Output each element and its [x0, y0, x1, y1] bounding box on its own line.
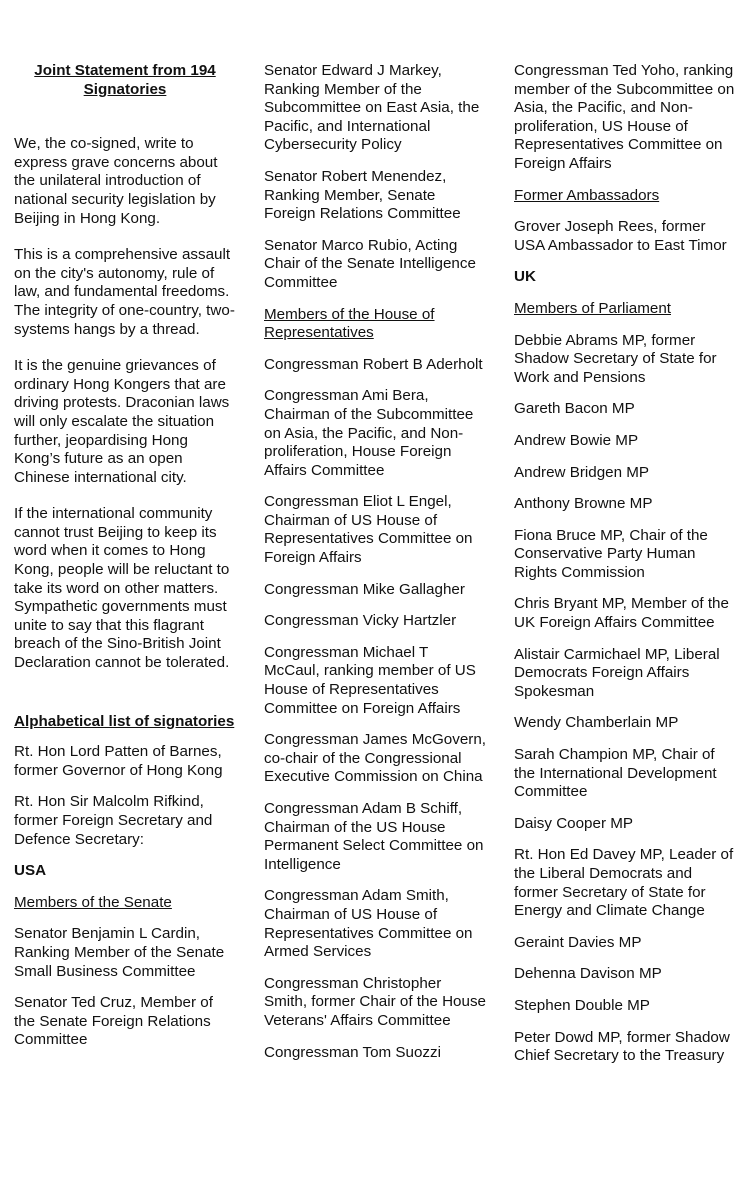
signatory-entry: Alistair Carmichael MP, Liberal Democrats Foreign Affairs Spokesman [514, 645, 720, 700]
statement-paragraph: It is the genuine grievances of ordinary Hong Kongers that are driving protests. Draconian laws will only escalate the situation further, jeopardising Hong Kong’s future as an open Chinese international city. [14, 357, 230, 486]
country-heading-uk: UK [514, 268, 536, 286]
signatory-entry: Sarah Champion MP, Chair of the International Development Committee [514, 746, 717, 801]
signatory-entry: Andrew Bowie MP [514, 431, 639, 449]
column-right [514, 62, 736, 1079]
signatory-entry: Senator Marco Rubio, Acting Chair of the Senate Intelligence Committee [264, 236, 476, 291]
signatory-entry: Daisy Cooper MP [514, 814, 634, 832]
signatory-entry: Geraint Davies MP [514, 933, 642, 951]
signatory-entry: Congressman Adam B Schiff, Chairman of the US House Permanent Select Committee on Intelligence [264, 800, 484, 873]
statement-paragraph: We, the co-signed, write to express grave concerns about the unilateral introduction of national security legislation by Beijing in Hong Kong. [14, 135, 218, 227]
signatory-entry: Congressman Christopher Smith, former Chair of the House Veterans' Affairs Committee [264, 974, 486, 1029]
signatory-entry: Anthony Browne MP [514, 495, 653, 513]
signatory-entry: Senator Benjamin L Cardin, Ranking Member of the Senate Small Business Committee [14, 925, 225, 980]
signatory-entry: Rt. Hon Lord Patten of Barnes, former Governor of Hong Kong [14, 743, 223, 779]
signatory-entry: Congressman Adam Smith, Chairman of US House of Representatives Committee on Armed Services [264, 887, 473, 961]
signatory-entry: Andrew Bridgen MP [514, 463, 650, 481]
country-heading-usa: USA [14, 862, 47, 880]
signatory-entry: Congressman Eliot L Engel, Chairman of US House of Representatives Committee on Foreign Affairs [264, 493, 473, 567]
signatory-entry: Gareth Bacon MP [514, 400, 635, 418]
signatory-entry: Senator Ted Cruz, Member of the Senate Foreign Relations Committee [14, 994, 213, 1049]
ambassadors-heading: Former Ambassadors [514, 186, 660, 204]
signatory-entry: Congressman Michael T McCaul, ranking member of US House of Representatives Committee on Foreign Affairs [264, 643, 476, 717]
signatory-entry: Chris Bryant MP, Member of the UK Foreign Affairs Committee [514, 595, 729, 632]
statement-paragraph: If the international community cannot trust Beijing to keep its word when it comes to Hong Kong, people will be reluctant to take its word on other matters. Sympathetic governments must unite to say that this flagrant breach of the Sino-British Joint Declaration cannot be tolerated. [14, 505, 230, 672]
signatory-entry: Congressman Robert B Aderholt [264, 355, 483, 373]
statement-paragraph: This is a comprehensive assault on the city's autonomy, rule of law, and fundamental freedoms. The integrity of one-country, two-systems hangs by a thread. [14, 246, 235, 338]
signatory-entry: Peter Dowd MP, former Shadow Chief Secretary to the Treasury [514, 1028, 730, 1065]
signatory-entry: Dehenna Davison MP [514, 965, 662, 983]
house-heading: Members of the House of Representatives [264, 305, 435, 342]
signatory-entry: Fiona Bruce MP, Chair of the Conservative Party Human Rights Commission [514, 526, 708, 581]
signatories-list-heading: Alphabetical list of signatories [14, 712, 235, 730]
signatory-entry: Congressman Tom Suozzi [264, 1043, 441, 1061]
document-title: Joint Statement from 194 Signatories [34, 62, 216, 98]
senate-heading: Members of the Senate [14, 893, 172, 911]
signatory-entry: Congressman James McGovern, co-chair of the Congressional Executive Commission on China [264, 731, 486, 786]
signatory-entry: Grover Joseph Rees, former USA Ambassador to East Timor [514, 218, 727, 254]
mps-heading: Members of Parliament [514, 299, 671, 317]
signatory-entry: Debbie Abrams MP, former Shadow Secretary of State for Work and Pensions [514, 331, 717, 386]
signatory-entry: Senator Robert Menendez, Ranking Member, Senate Foreign Relations Committee [264, 167, 461, 223]
signatory-entry: Rt. Hon Ed Davey MP, Leader of the Liberal Democrats and former Secretary of State for Energy and Climate Change [514, 846, 734, 920]
signatory-entry: Senator Edward J Markey, Ranking Member of the Subcommittee on East Asia, the Pacific, and International Cybersecurity Policy [264, 62, 480, 154]
column-left [14, 62, 236, 1063]
signatory-entry: Congressman Ted Yoho, ranking member of the Subcommittee on Asia, the Pacific, and Non-proliferation, US House of Representatives Committee on Foreign Affairs [514, 62, 735, 172]
signatory-entry: Wendy Chamberlain MP [514, 714, 679, 732]
column-middle [264, 62, 486, 1075]
signatory-entry: Congressman Vicky Hartzler [264, 612, 457, 630]
signatory-entry: Congressman Mike Gallagher [264, 580, 465, 598]
signatory-entry: Congressman Ami Bera, Chairman of the Subcommittee on Asia, the Pacific, and Non-proliferation, House Foreign Affairs Committee [264, 387, 474, 479]
signatory-entry: Rt. Hon Sir Malcolm Rifkind, former Foreign Secretary and Defence Secretary: [14, 793, 213, 848]
signatory-entry: Stephen Double MP [514, 996, 650, 1014]
